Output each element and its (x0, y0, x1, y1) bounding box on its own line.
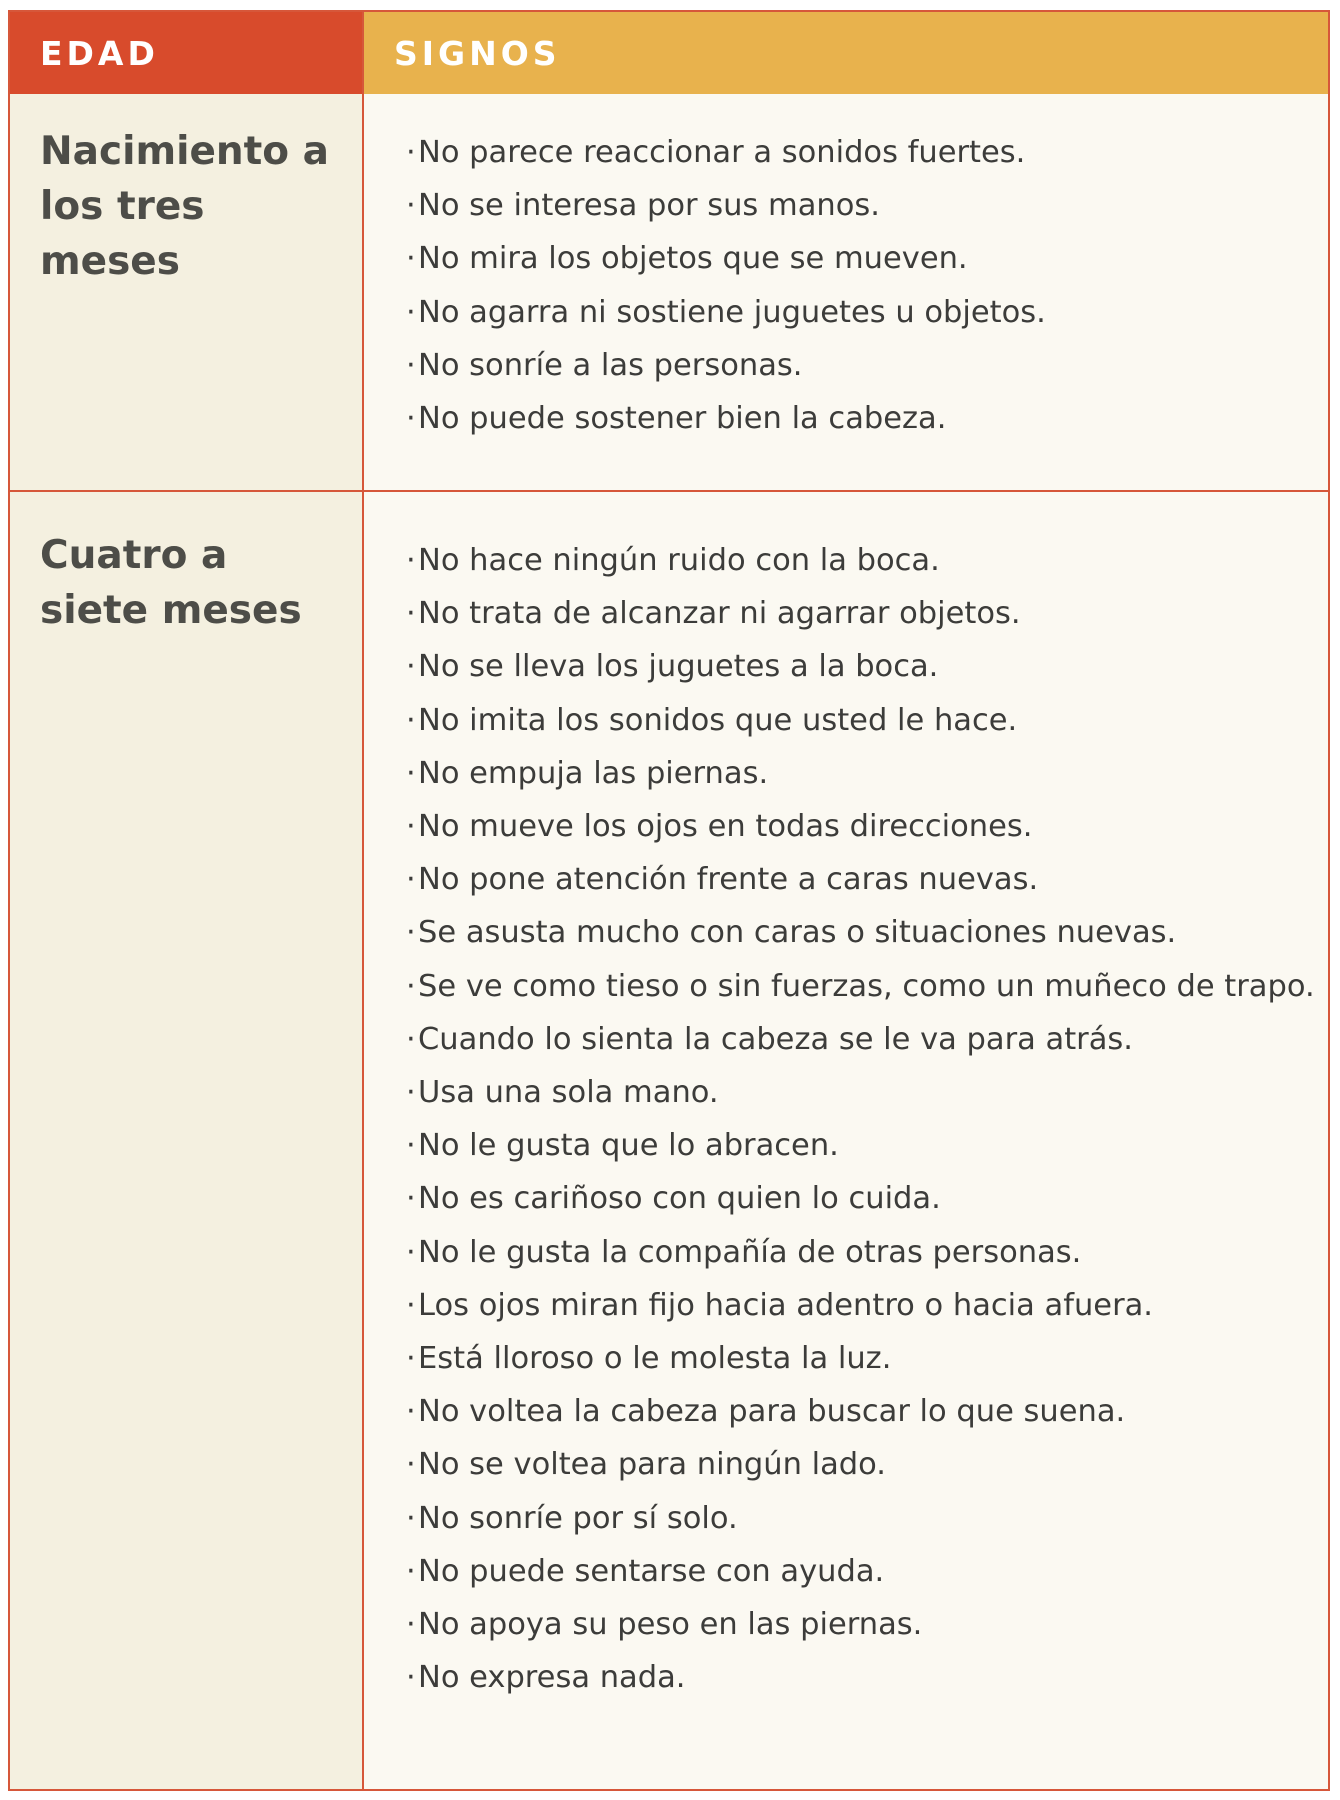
bullet-icon: · (406, 649, 416, 685)
sign-item (406, 1438, 1318, 1491)
signs-cell-row-1 (364, 94, 1328, 492)
sign-text: No imita los sonidos que usted le hace. (418, 702, 1018, 738)
sign-item (406, 1492, 1318, 1545)
bullet-icon: · (406, 1341, 416, 1377)
sign-text: No pone atención frente a caras nuevas. (418, 862, 1039, 898)
sign-text: No agarra ni sostiene juguetes u objetos. (418, 294, 1046, 330)
sign-text: No le gusta que lo abracen. (418, 1128, 839, 1164)
age-label: Nacimiento a los tres meses (40, 129, 329, 284)
bullet-icon: · (406, 1287, 416, 1323)
sign-item (406, 1013, 1318, 1066)
sign-item (406, 694, 1318, 747)
sign-item (406, 853, 1318, 906)
sign-item (406, 960, 1318, 1013)
bullet-icon: · (406, 862, 416, 898)
bullet-icon: · (406, 188, 416, 224)
sign-item (406, 339, 1318, 392)
sign-item (406, 286, 1318, 339)
sign-text: Cuando lo sienta la cabeza se le va para atrás. (418, 1021, 1133, 1057)
sign-text: No le gusta la compañía de otras personas. (418, 1234, 1082, 1270)
bullet-icon: · (406, 1021, 416, 1057)
sign-item (406, 1651, 1318, 1704)
signs-table (8, 10, 1330, 1791)
sign-text: No se interesa por sus manos. (418, 188, 880, 224)
sign-item (406, 126, 1318, 179)
sign-item (406, 747, 1318, 800)
sign-item (406, 1385, 1318, 1438)
bullet-icon: · (406, 543, 416, 578)
bullet-icon: · (406, 1128, 416, 1164)
bullet-icon: · (406, 1075, 416, 1111)
sign-text: Los ojos miran fijo hacia adentro o hacia afuera. (418, 1287, 1153, 1323)
header-age-label: EDAD (40, 33, 159, 73)
bullet-icon: · (406, 1234, 416, 1270)
header-age-cell (10, 12, 364, 94)
bullet-icon: · (406, 241, 416, 277)
sign-item (406, 1172, 1318, 1225)
bullet-icon: · (406, 347, 416, 383)
sign-text: No puede sostener bien la cabeza. (418, 401, 947, 437)
sign-text: Se ve como tieso o sin fuerzas, como un muñeco de trapo. (418, 968, 1315, 1004)
sign-text: No sonríe a las personas. (418, 347, 803, 383)
signs-cell-row-2 (364, 492, 1328, 1789)
sign-text: No voltea la cabeza para buscar lo que suena. (418, 1394, 1126, 1430)
bullet-icon: · (406, 1607, 416, 1643)
sign-text: No mueve los ojos en todas direcciones. (418, 809, 1033, 845)
sign-text: Se asusta mucho con caras o situaciones nuevas. (418, 915, 1177, 951)
header-signs-label: SIGNOS (394, 33, 561, 73)
bullet-icon: · (406, 596, 416, 632)
bullet-icon: · (406, 702, 416, 738)
bullet-icon: · (406, 1394, 416, 1430)
bullet-icon: · (406, 1660, 416, 1696)
sign-text: No mira los objetos que se mueven. (418, 241, 968, 277)
sign-item (406, 1598, 1318, 1651)
bullet-icon: · (406, 915, 416, 951)
sign-text: No hace ningún ruido con la boca. (418, 543, 940, 578)
sign-item (406, 587, 1318, 640)
sign-text: No parece reaccionar a sonidos fuertes. (418, 135, 1026, 170)
sign-item (406, 1279, 1318, 1332)
sign-text: No se lleva los juguetes a la boca. (418, 649, 939, 685)
bullet-icon: · (406, 294, 416, 330)
signs-list (406, 126, 1318, 445)
sign-item (406, 1066, 1318, 1119)
bullet-icon: · (406, 401, 416, 437)
sign-text: Está lloroso o le molesta la luz. (418, 1341, 892, 1377)
bullet-icon: · (406, 1553, 416, 1589)
sign-item (406, 392, 1318, 445)
sign-item (406, 232, 1318, 285)
sign-item (406, 1332, 1318, 1385)
bullet-icon: · (406, 1181, 416, 1217)
sign-item (406, 1545, 1318, 1598)
sign-item (406, 906, 1318, 959)
bullet-icon: · (406, 809, 416, 845)
bullet-icon: · (406, 1447, 416, 1483)
sign-item (406, 179, 1318, 232)
sign-text: No expresa nada. (418, 1660, 686, 1696)
sign-text: No trata de alcanzar ni agarrar objetos. (418, 596, 1021, 632)
sign-item (406, 534, 1318, 587)
sign-text: No sonríe por sí solo. (418, 1500, 738, 1536)
sign-text: No empuja las piernas. (418, 755, 769, 791)
header-signs-cell (364, 12, 1328, 94)
sign-item (406, 800, 1318, 853)
sign-item (406, 1226, 1318, 1279)
bullet-icon: · (406, 1500, 416, 1536)
sign-text: No apoya su peso en las piernas. (418, 1607, 923, 1643)
age-cell-row-1 (10, 94, 364, 492)
sign-item (406, 1119, 1318, 1172)
bullet-icon: · (406, 135, 416, 170)
sign-text: No es cariñoso con quien lo cuida. (418, 1181, 941, 1217)
signs-list (406, 534, 1318, 1704)
sign-item (406, 640, 1318, 693)
bullet-icon: · (406, 968, 416, 1004)
sign-text: No se voltea para ningún lado. (418, 1447, 886, 1483)
sign-text: Usa una sola mano. (418, 1075, 719, 1111)
sign-text: No puede sentarse con ayuda. (418, 1553, 885, 1589)
age-cell-row-2 (10, 492, 364, 1789)
bullet-icon: · (406, 755, 416, 791)
age-label: Cuatro a siete meses (40, 533, 302, 633)
